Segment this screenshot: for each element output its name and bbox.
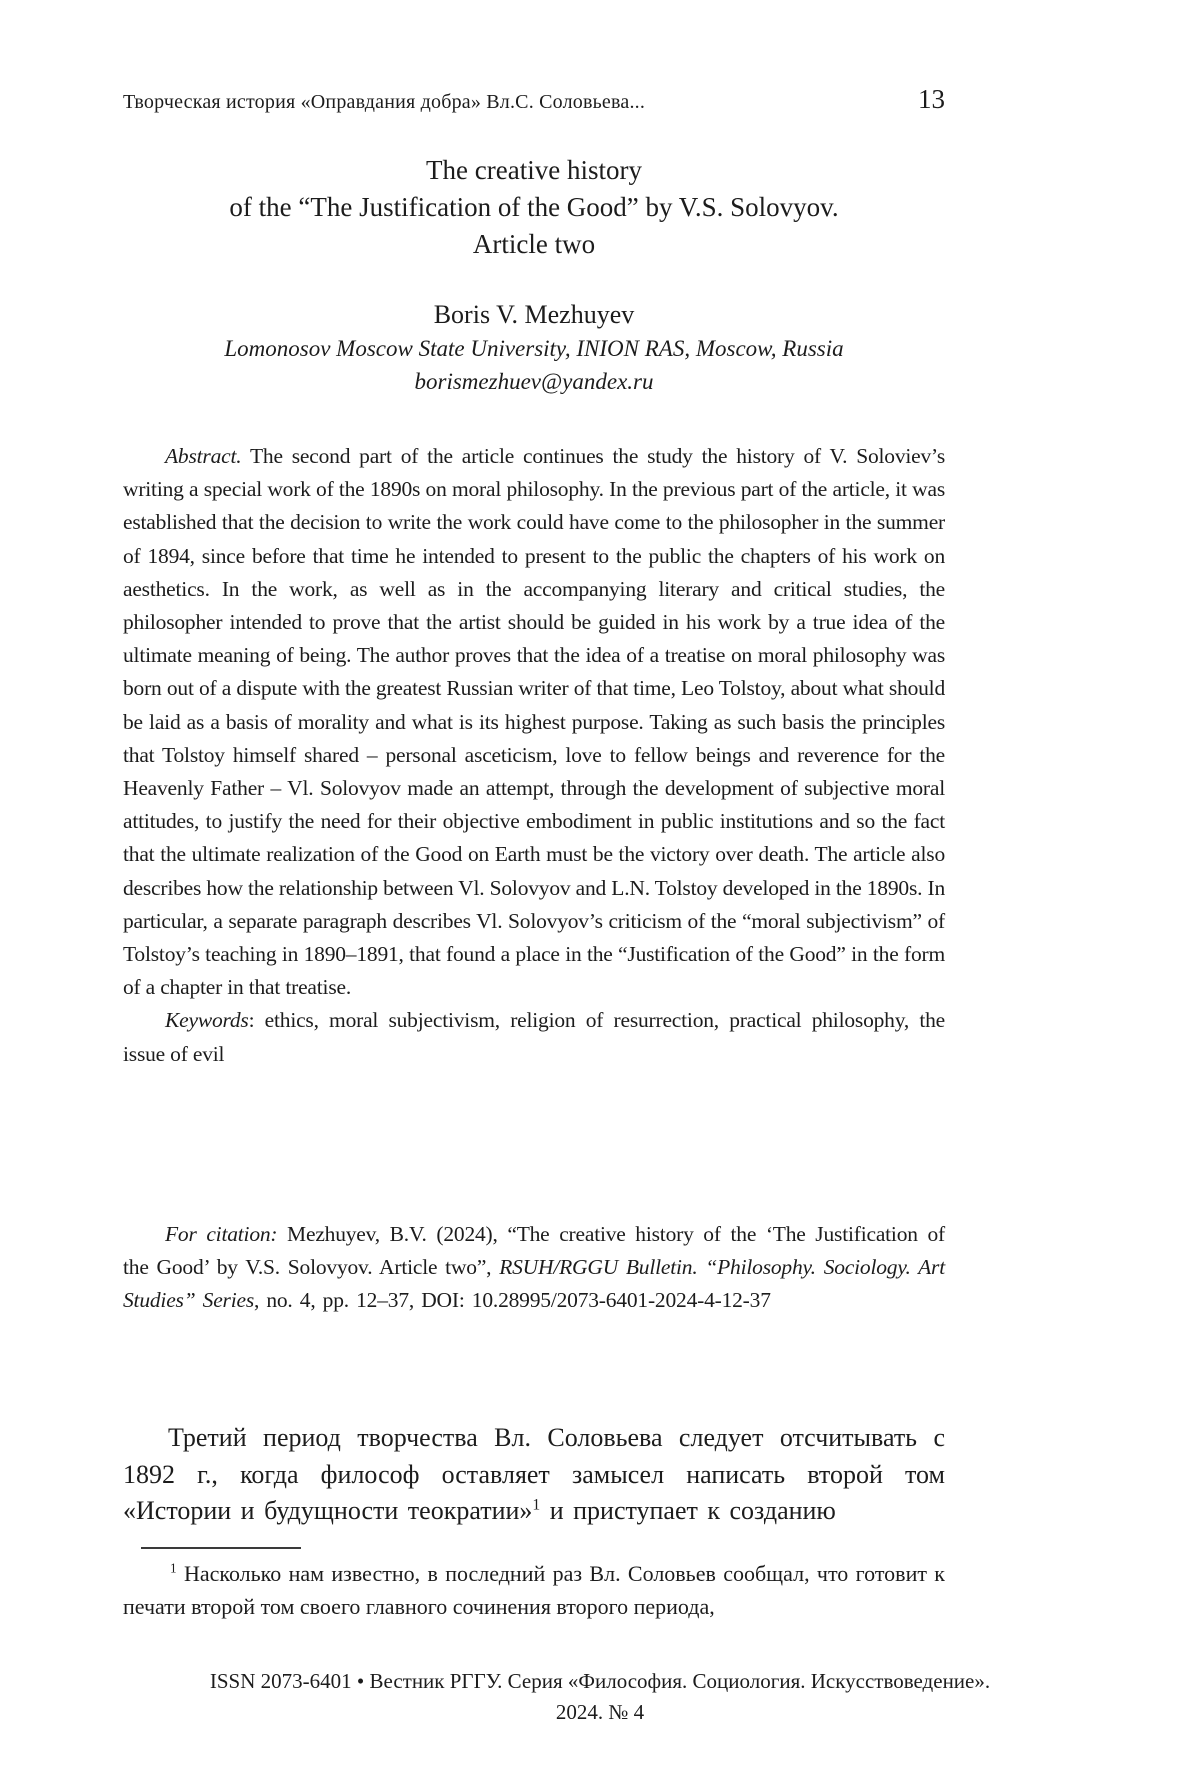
body-text-1: Третий период творчества Вл. Соловьева следует отсчитывать с 1892 г., когда философ оставляет замысел написать второй том «Истории и будущности теократии» <box>123 1423 945 1525</box>
citation-text-2: , no. 4, pp. 12–37, DOI: 10.28995/2073-6401-2024-4-12-37 <box>253 1288 771 1313</box>
citation-section <box>123 1218 945 1318</box>
keywords-text: : ethics, moral subjectivism, religion of resurrection, practical philosophy, the issue of evil <box>123 1008 945 1066</box>
footer-issn-line: ISSN 2073-6401 • Вестник РГГУ. Серия «Философия. Социология. Искусствоведение». <box>209 1669 991 1693</box>
footnote-marker: 1 <box>170 1560 177 1576</box>
keywords-paragraph <box>123 1004 945 1070</box>
author-name: Boris V. Mezhuyev <box>433 300 635 329</box>
body-section <box>123 1420 945 1530</box>
page-footer <box>76 1666 1124 1728</box>
abstract-label: Abstract. <box>165 444 242 468</box>
citation-text-1: Mezhuyev, B.V. (2024), “The creative history of the ‘The Justification of the Good’ by V.S. Solovyov. Article two”, <box>123 1222 945 1280</box>
abstract-text: The second part of the article continues the study the history of V. Soloviev’s writing a special work of the 1890s on moral philosophy. In the previous part of the article, it was established that the decision to write the work could have come to the philosopher in the summer of 1894, since before that time he intended to present to the public the chapters of his work on aesthetics. In the work, as well as in the accompanying literary and critical studies, the philosopher intended to prove that the artist should be guided in his work by a true idea of the ultimate meaning of being. The author proves that the idea of a treatise on moral philosophy was born out of a dispute with the greatest Russian writer of that time, Leo Tolstoy, about what should be laid as a basis of morality and what is its highest purpose. Taking as such basis the principles that Tolstoy himself shared – personal asceticism, love to fellow beings and reverence for the Heavenly Father – Vl. Solovyov made an attempt, through the development of subjective moral attitudes, to justify the need for their objective embodiment in public institutions and so the fact that the ultimate realization of the Good on Earth must be the victory over death. The article also describes how the relationship between Vl. Solovyov and L.N. Tolstoy developed in the 1890s. In particular, a separate paragraph describes Vl. Solovyov’s criticism of the “moral subjectivism” of Tolstoy’s teaching in 1890–1891, that found a place in the “Justification of the Good” in the form of a chapter in that treatise. <box>123 444 945 1000</box>
footer-year-line: 2024. № 4 <box>555 1700 645 1724</box>
abstract-paragraph <box>123 440 945 1004</box>
running-header <box>123 84 945 115</box>
running-header-title: Творческая история «Оправдания добра» Вл.С. Соловьева... <box>123 91 646 113</box>
page-number: 13 <box>918 84 945 114</box>
title-line-1: The creative history <box>426 155 642 185</box>
citation-journal: RSUH/RGGU Bulletin. “Philosophy. Sociology. Art Studies” Series <box>123 1255 945 1313</box>
author-block <box>123 298 945 398</box>
footnote-text: Насколько нам известно, в последний раз Вл. Соловьев сообщал, что готовит к печати второй том своего главного сочинения второго периода, <box>123 1561 945 1619</box>
author-affiliation: Lomonosov Moscow State University, INION RAS, Moscow, Russia <box>224 336 844 361</box>
title-line-3: Article two <box>472 229 596 259</box>
author-email: borismezhuev@yandex.ru <box>414 369 654 394</box>
footnote-section <box>123 1547 945 1623</box>
body-paragraph <box>123 1420 945 1530</box>
title-line-2: of the “The Justification of the Good” by V.S. Solovyov. <box>229 192 839 222</box>
citation-label: For citation: <box>165 1222 278 1246</box>
footnote <box>123 1557 945 1623</box>
footnote-reference: 1 <box>532 1496 541 1514</box>
citation-paragraph <box>123 1218 945 1318</box>
article-title <box>123 152 945 263</box>
footnote-divider <box>141 1547 301 1549</box>
body-text-2: и приступает к созданию <box>540 1496 836 1525</box>
abstract-section <box>123 440 945 1071</box>
keywords-label: Keywords <box>165 1008 249 1033</box>
